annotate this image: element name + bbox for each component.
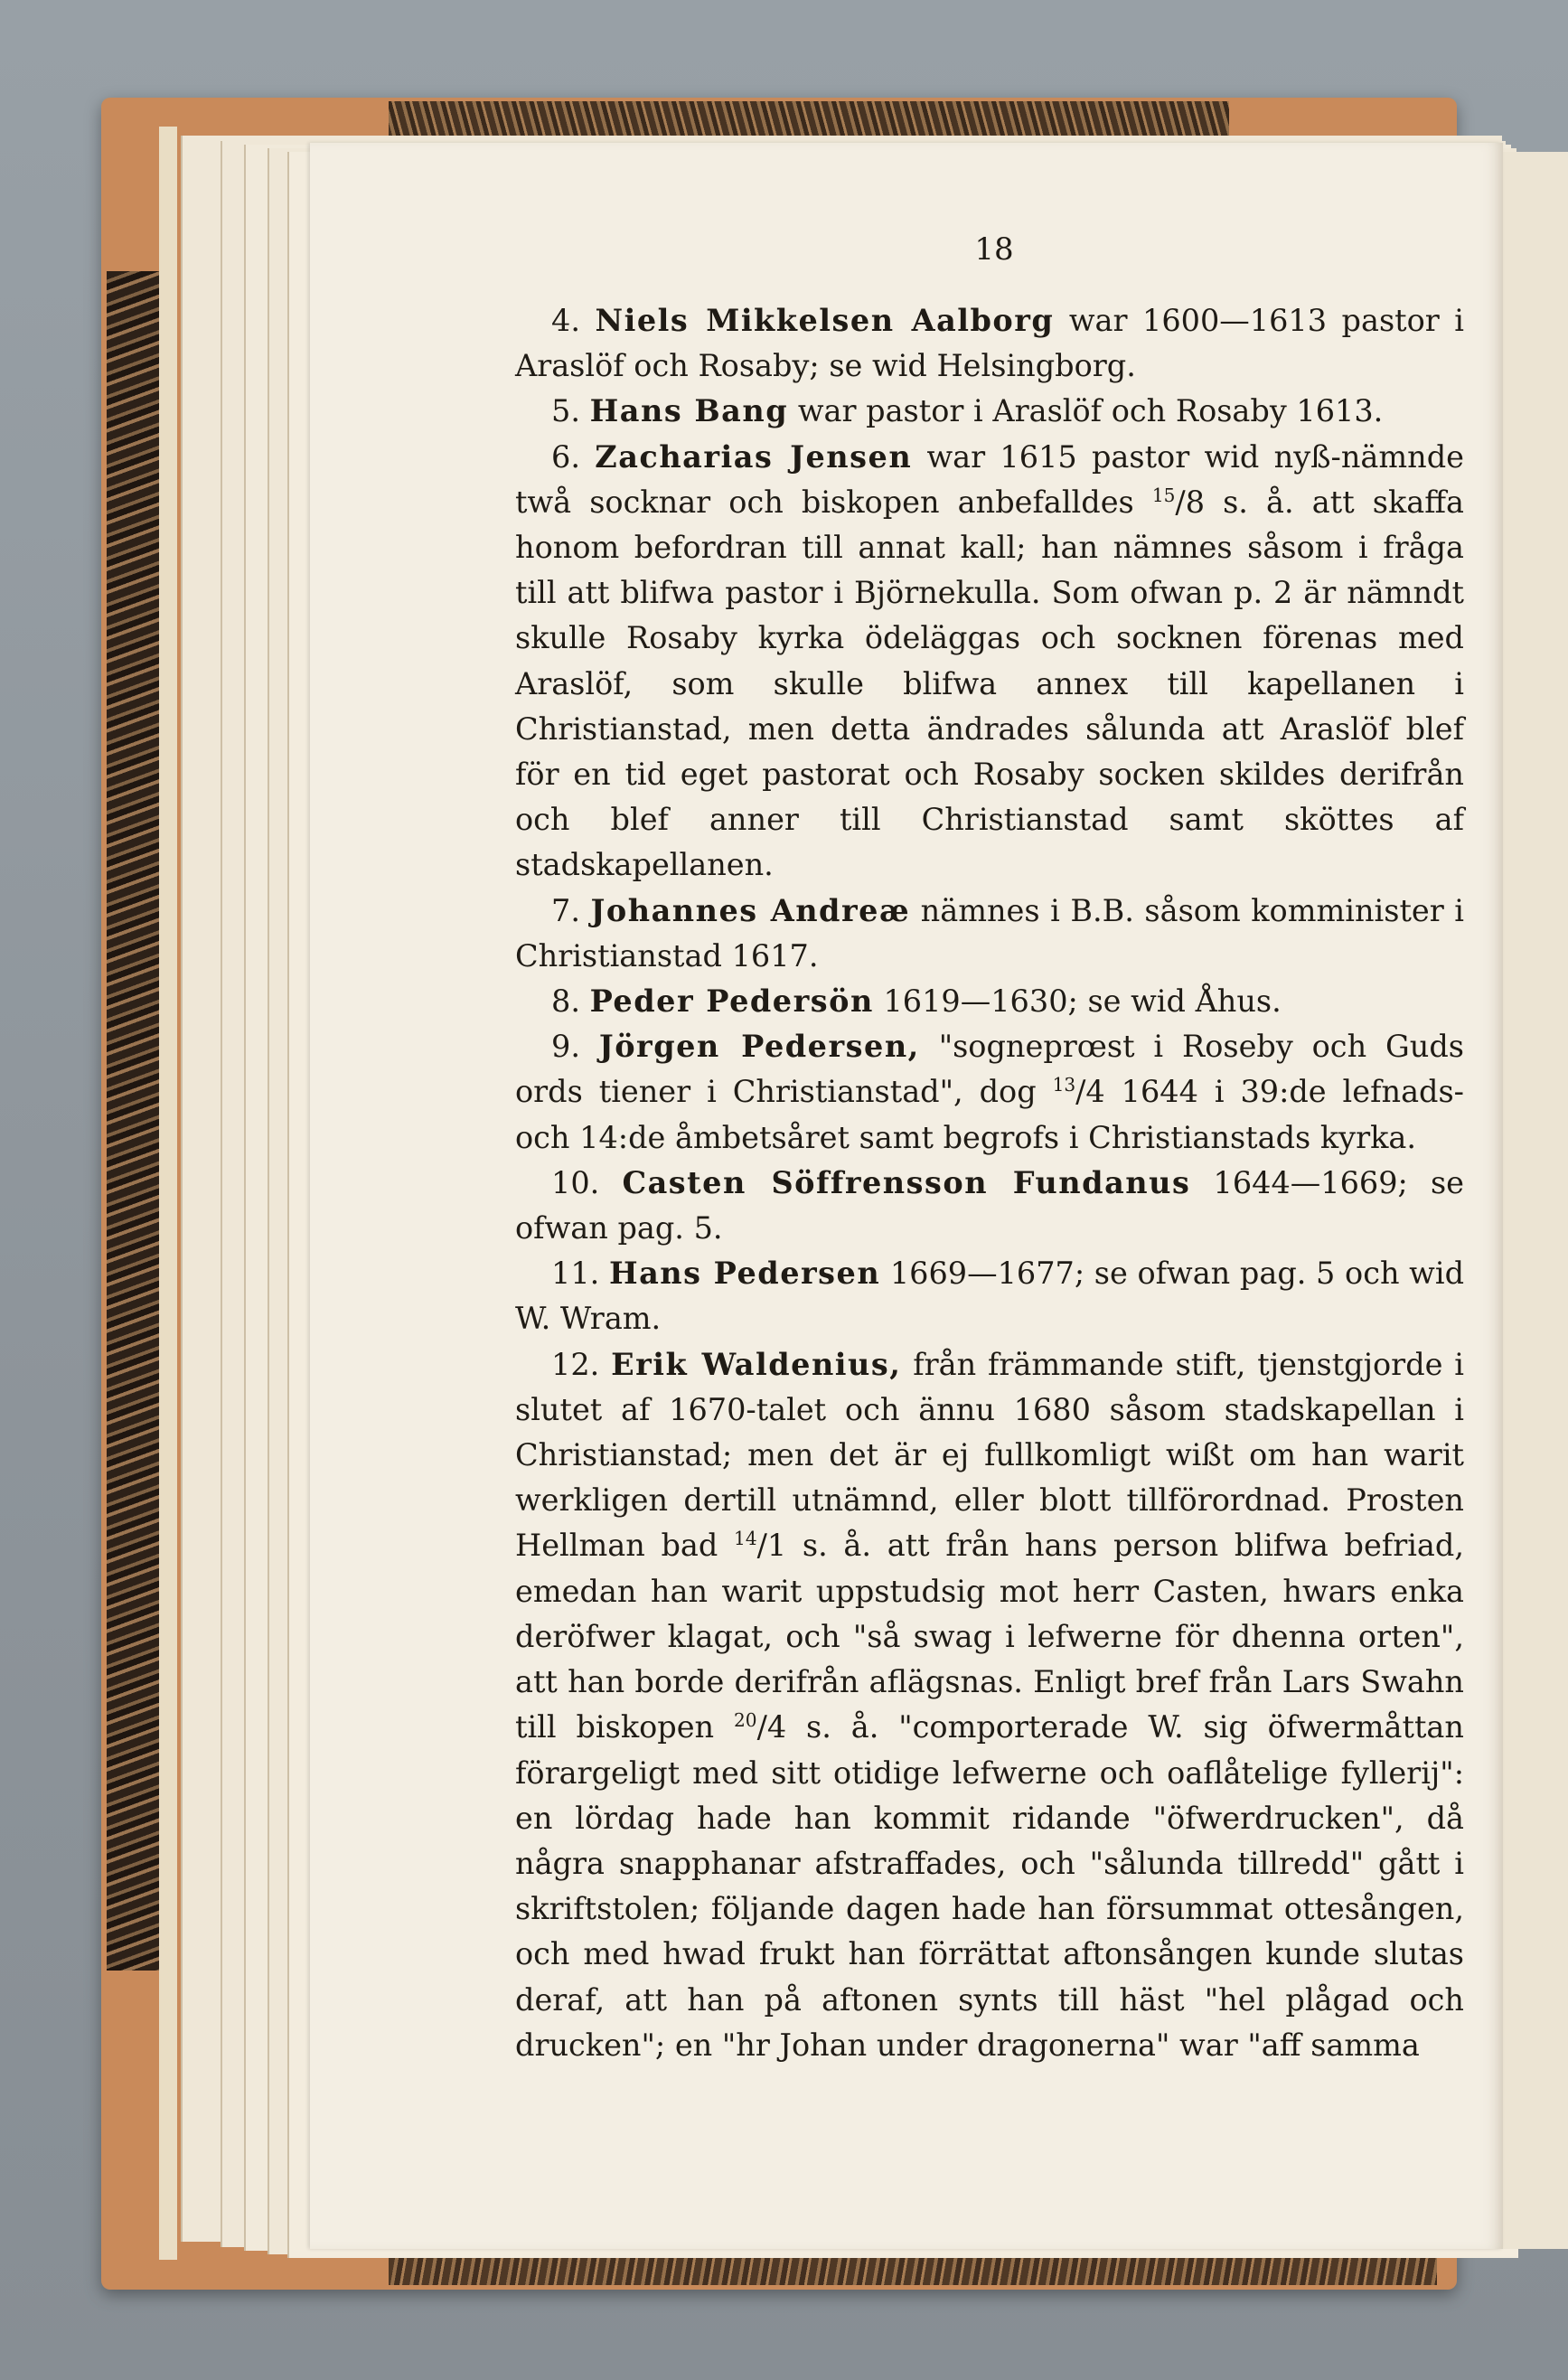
entry-text: /4 1644 i 39:de lefnads- och 14:de åmbetsåret samt begrofs i Christianstads kyrka. [515, 1074, 1464, 1155]
entry-text: war 1615 pastor wid nyß-nämnde twå socknar och biskopen anbefalldes [515, 438, 1464, 520]
entry-11 [515, 1251, 1464, 1341]
entry-7 [515, 889, 1464, 979]
entry-number: 11. [551, 1256, 600, 1292]
date-superscript: 13 [1052, 1074, 1076, 1096]
entry-number: 4. [551, 303, 580, 338]
marbled-spine [107, 271, 159, 1971]
entry-name: Niels Mikkelsen Aalborg [595, 303, 1055, 338]
date-superscript: 14 [734, 1528, 757, 1550]
entry-number: 12. [551, 1346, 600, 1382]
date-superscript: 15 [1151, 484, 1176, 506]
entry-6 [515, 435, 1464, 889]
entry-name: Johannes Andreæ [590, 892, 911, 928]
entry-number: 9. [551, 1029, 580, 1065]
entry-number: 8. [551, 983, 580, 1020]
entry-text: /4 s. å. "comporterade W. sig öfwermåttan förargeligt med sitt otidige lefwerne och oaflåtelige fyllerij": en lördag hade han kommit ridande "öfwerdrucken", då några snapphanar afstraffades, och "sålunda tillredd" gått i skriftstolen; följande dagen hade han försummat ottesången, och med hwad frukt han förrättat aftonsången kunde slutas deraf, att han på aftonen synts till häst "hel plågad och drucken"; en "hr Johan under dragonerna" war "aff samma [515, 1709, 1464, 2063]
entry-name: Hans Bang [589, 393, 789, 429]
entry-text: 1669—1677; se ofwan pag. 5 och wid W. Wram. [515, 1256, 1465, 1337]
entry-name: Zacharias Jensen [595, 438, 913, 475]
entry-name: Erik Waldenius, [611, 1346, 902, 1382]
facing-page [1496, 152, 1568, 2249]
entry-number: 5. [551, 393, 580, 429]
entry-text: war pastor i Araslöf och Rosaby 1613. [788, 393, 1384, 429]
entry-text: från främmande stift, tjenstgjorde i slutet af 1670-talet och ännu 1680 såsom stadskapellan i Christianstad; men det är ej fullkomligt wißt om han warit werkligen dertill utnämnd, eller blott tillförordnad. Prosten Hellman bad [515, 1346, 1464, 1564]
entry-9 [515, 1024, 1464, 1161]
entry-12 [515, 1342, 1464, 2068]
entry-text: "sogneprœst i Roseby och Guds ords tiener i Christianstad", dog [515, 1029, 1464, 1110]
entry-name: Hans Pedersen [608, 1256, 881, 1292]
entry-text: 1644—1669; se ofwan pag. 5. [515, 1164, 1464, 1246]
entry-4 [515, 298, 1464, 389]
entry-10 [515, 1161, 1464, 1251]
entry-text: nämnes i B.B. såsom komminister i Christianstad 1617. [515, 892, 1464, 974]
entry-text: /8 s. å. att skaffa honom befordran till annat kall; han nämnes såsom i fråga till att blifwa pastor i Björnekulla. Som ofwan p. 2 är nämndt skulle Rosaby kyrka ödeläggas och socknen förenas med Araslöf, som skulle blifwa annex till kapellanen i Christianstad, men detta ändrades sålunda att Araslöf blef för en tid eget pastorat och Rosaby socken skildes derifrån och blef anner till Christianstad samt sköttes af stadskapellanen. [515, 484, 1464, 883]
entry-text: /1 s. å. att från hans person blifwa befriad, emedan han warit uppstudsig mot herr Casten, hwars enka deröfwer klagat, och "så swag i lefwerne för dhenna orten", att han borde derifrån aflägsnas. Enligt bref från Lars Swahn till biskopen [515, 1528, 1464, 1745]
entry-5 [515, 389, 1464, 434]
date-superscript: 20 [734, 1709, 757, 1732]
entry-name: Jörgen Pedersen, [598, 1029, 920, 1065]
entry-text: war 1600—1613 pastor i Araslöf och Rosaby; se wid Helsingborg. [515, 303, 1465, 384]
entry-number: 10. [551, 1164, 600, 1200]
page-number: 18 [974, 231, 1014, 268]
entry-text: 1619—1630; se wid Åhus. [873, 983, 1282, 1020]
page-text [515, 298, 1464, 2068]
entry-name: Casten Söffrensson Fundanus [622, 1164, 1191, 1200]
entry-name: Peder Pedersön [589, 983, 874, 1020]
entry-8 [515, 979, 1464, 1024]
entry-number: 6. [551, 438, 580, 475]
spine-edge [159, 127, 177, 2260]
entry-number: 7. [551, 892, 580, 928]
